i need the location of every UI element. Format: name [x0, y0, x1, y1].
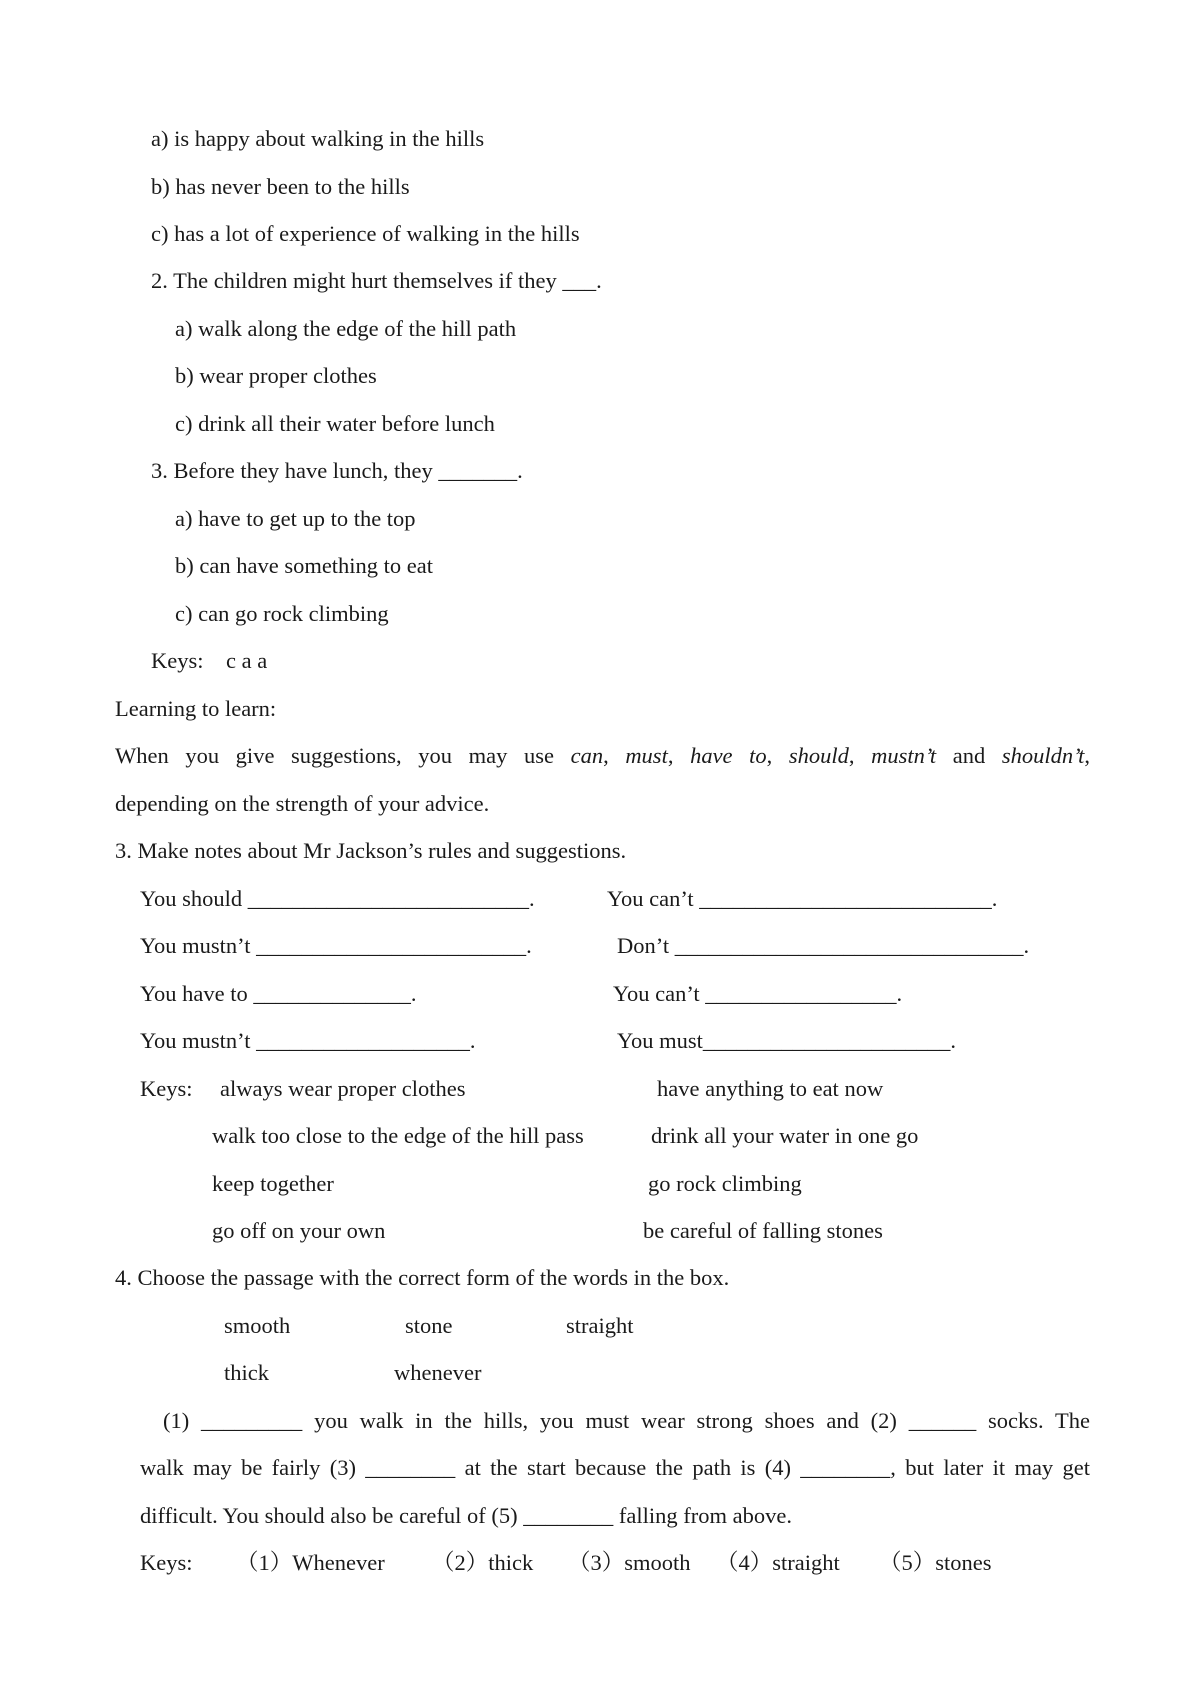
- answer-keys-1: Keys: c a a: [151, 648, 268, 673]
- ex4-passage-line-1: (1) _________ you walk in the hills, you must wear strong shoes and (2) ______ socks. The: [163, 1408, 1090, 1433]
- ex4-passage-line-2: walk may be fairly (3) ________ at the start because the path is (4) ________, but later it may get: [140, 1455, 1090, 1480]
- learning-and: and: [952, 743, 986, 768]
- q1-option-a: a) is happy about walking in the hills: [151, 126, 485, 151]
- ex3-left-3: You have to ______________.: [140, 981, 417, 1006]
- ex3-key-right-4: be careful of falling stones: [643, 1218, 883, 1243]
- ex4-key-1: （1）Whenever: [236, 1550, 385, 1575]
- ex4-key-2: （2）thick: [432, 1550, 534, 1575]
- ex3-left-4: You mustn’t ___________________.: [140, 1028, 476, 1053]
- word-box-item: straight: [566, 1313, 634, 1338]
- q1-option-c: c) has a lot of experience of walking in the hills: [151, 221, 580, 246]
- q3-option-c: c) can go rock climbing: [175, 601, 389, 626]
- ex3-key-left-3: keep together: [212, 1171, 334, 1196]
- learning-paragraph-line-2: depending on the strength of your advice.: [115, 791, 490, 816]
- q3-stem: 3. Before they have lunch, they _______.: [151, 458, 523, 483]
- ex3-key-left-1: always wear proper clothes: [220, 1076, 466, 1101]
- modal-should: should: [788, 743, 849, 768]
- ex4-keys-label: Keys:: [140, 1550, 193, 1575]
- ex4-key-4: （4）straight: [716, 1550, 840, 1575]
- word-box-item: smooth: [224, 1313, 291, 1338]
- ex4-heading: 4. Choose the passage with the correct form of the words in the box.: [115, 1265, 730, 1290]
- ex3-right-3: You can’t _________________.: [613, 981, 903, 1006]
- ex4-key-3: （3）smooth: [568, 1550, 691, 1575]
- modal-must: must: [625, 743, 668, 768]
- q2-option-a: a) walk along the edge of the hill path: [175, 316, 517, 341]
- modal-shouldnt: shouldn’t: [1001, 743, 1085, 768]
- ex3-key-left-4: go off on your own: [212, 1218, 386, 1243]
- word-box-item: thick: [224, 1360, 269, 1385]
- ex3-keys-label: Keys:: [140, 1076, 193, 1101]
- q2-stem: 2. The children might hurt themselves if they ___.: [151, 268, 602, 293]
- q1-option-b: b) has never been to the hills: [151, 174, 410, 199]
- q2-option-b: b) wear proper clothes: [175, 363, 377, 388]
- q3-option-a: a) have to get up to the top: [175, 506, 416, 531]
- ex3-key-left-2: walk too close to the edge of the hill pass: [212, 1123, 584, 1148]
- ex3-right-4: You must______________________.: [617, 1028, 957, 1053]
- ex4-passage-line-3: difficult. You should also be careful of (5) ________ falling from above.: [140, 1503, 792, 1528]
- modal-have-to: have to: [690, 743, 767, 768]
- ex3-left-1: You should _________________________.: [140, 886, 535, 911]
- ex3-key-right-2: drink all your water in one go: [651, 1123, 919, 1148]
- ex3-key-right-3: go rock climbing: [648, 1171, 802, 1196]
- q2-option-c: c) drink all their water before lunch: [175, 411, 495, 436]
- ex3-key-right-1: have anything to eat now: [657, 1076, 884, 1101]
- modal-mustnt: mustn’t: [871, 743, 937, 768]
- ex3-heading: 3. Make notes about Mr Jackson’s rules and suggestions.: [115, 838, 627, 863]
- q3-option-b: b) can have something to eat: [175, 553, 434, 578]
- ex4-key-5: （5）stones: [879, 1550, 992, 1575]
- ex3-left-2: You mustn’t ________________________.: [140, 933, 532, 958]
- word-box-item: whenever: [394, 1360, 482, 1385]
- learning-heading: Learning to learn:: [115, 696, 277, 721]
- modal-can: can: [570, 743, 604, 768]
- ex3-right-2: Don’t _______________________________.: [617, 933, 1030, 958]
- word-box-item: stone: [405, 1313, 453, 1338]
- learning-paragraph-line-1: When you give suggestions, you may use can, must, have to, should, mustn’t and shouldn’t,: [115, 743, 1091, 768]
- ex3-right-1: You can’t __________________________.: [607, 886, 998, 911]
- learning-text-start: When you give suggestions, you may use: [115, 743, 554, 768]
